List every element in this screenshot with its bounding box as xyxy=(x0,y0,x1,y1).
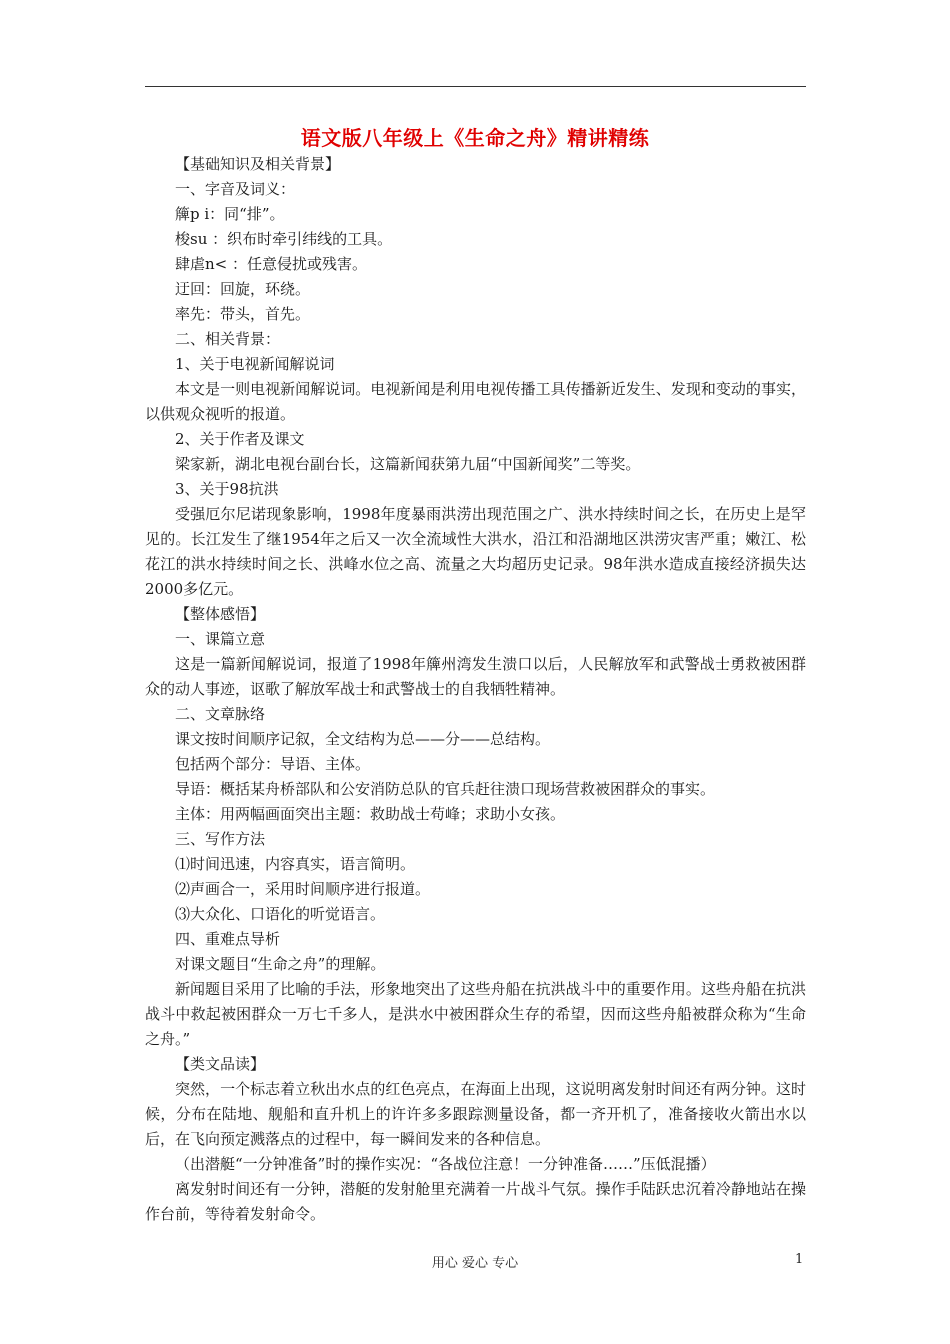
subheading: 三、写作方法 xyxy=(175,830,266,848)
body-paragraph: 课文按时间顺序记叙，全文结构为总——分——总结构。 xyxy=(175,730,551,748)
body-paragraph: 包括两个部分：导语、主体。 xyxy=(175,755,371,773)
body-paragraph: 受强厄尔尼诺现象影响，1998年度暴雨洪涝出现范围之广、洪水持续时间之长，在历史上是罕见的。长江发生了继1954年之后又一次全流域性大洪水，沿江和沿湖地区洪涝灾害严重；嫩江、松花江的洪水持续时间之长、洪峰水位之高、流量之大均超历史记录。98年洪水造成直接经济损失达2000多亿元。 xyxy=(145,505,806,598)
subheading: 3、关于98抗洪 xyxy=(175,480,279,498)
subheading: 二、文章脉络 xyxy=(175,705,266,723)
section-heading: 【类文品读】 xyxy=(175,1055,266,1073)
body-paragraph: 梁家新，湖北电视台副台长，这篇新闻获第九届“中国新闻奖”二等奖。 xyxy=(175,455,641,473)
document-title: 语文版八年级上《生命之舟》精讲精练 xyxy=(300,126,650,150)
vocab-item: 梭su ：织布时牵引纬线的工具。 xyxy=(175,230,393,248)
body-paragraph: 导语：概括某舟桥部队和公安消防总队的官兵赶往溃口现场营救被困群众的事实。 xyxy=(175,780,716,798)
section-heading: 【基础知识及相关背景】 xyxy=(175,155,341,173)
subheading: 二、相关背景： xyxy=(175,330,281,348)
body-paragraph: 新闻题目采用了比喻的手法，形象地突出了这些舟船在抗洪战斗中的重要作用。这些舟船在抗洪战斗中救起被困群众一万七千多人，是洪水中被困群众生存的希望，因而这些舟船被群众称为“生命之舟。” xyxy=(145,980,806,1048)
vocab-item: 肆虐n< ：任意侵扰或残害。 xyxy=(175,255,367,273)
subheading: 2、关于作者及课文 xyxy=(175,430,305,448)
list-item: ⑵声画合一，采用时间顺序进行报道。 xyxy=(175,880,431,898)
subheading: 一、课篇立意 xyxy=(175,630,266,648)
list-item: ⑴时间迅速，内容真实，语言简明。 xyxy=(175,855,416,873)
section-heading: 【整体感悟】 xyxy=(175,605,266,623)
subheading: 四、重难点导析 xyxy=(175,930,281,948)
body-paragraph: 离发射时间还有一分钟，潜艇的发射舱里充满着一片战斗气氛。操作手陆跃忠沉着冷静地站在操作台前，等待着发射命令。 xyxy=(145,1180,806,1223)
body-paragraph: 主体：用两幅画面突出主题：救助战士苟峰；求助小女孩。 xyxy=(175,805,566,823)
vocab-item: 簰p i：同“排”。 xyxy=(175,205,285,223)
body-paragraph: 这是一篇新闻解说词，报道了1998年簰州湾发生溃口以后，人民解放军和武警战士勇救被困群众的动人事迹，讴歌了解放军战士和武警战士的自我牺牲精神。 xyxy=(145,655,806,698)
body-paragraph: 对课文题目“生命之舟”的理解。 xyxy=(175,955,386,973)
document-body xyxy=(145,152,806,1227)
body-paragraph: （出潜艇“一分钟准备”时的操作实况：“各战位注意！一分钟准备……”压低混播） xyxy=(175,1155,716,1173)
page-number: 1 xyxy=(795,1252,804,1267)
page-footer: 用心 爱心 专心 xyxy=(431,1256,519,1271)
subheading: 1、关于电视新闻解说词 xyxy=(175,355,335,373)
list-item: ⑶大众化、口语化的听觉语言。 xyxy=(175,905,386,923)
subheading: 一、字音及词义： xyxy=(175,180,296,198)
body-paragraph: 本文是一则电视新闻解说词。电视新闻是利用电视传播工具传播新近发生、发现和变动的事实，以供观众视听的报道。 xyxy=(145,380,806,423)
vocab-item: 率先：带头，首先。 xyxy=(175,305,311,323)
vocab-item: 迂回：回旋，环绕。 xyxy=(175,280,311,298)
header-rule xyxy=(145,86,806,87)
body-paragraph: 突然，一个标志着立秋出水点的红色亮点，在海面上出现，这说明离发射时间还有两分钟。这时候，分布在陆地、舰船和直升机上的许许多多跟踪测量设备，都一齐开机了，准备接收火箭出水以后，在飞向预定溅落点的过程中，每一瞬间发来的各种信息。 xyxy=(145,1080,806,1148)
